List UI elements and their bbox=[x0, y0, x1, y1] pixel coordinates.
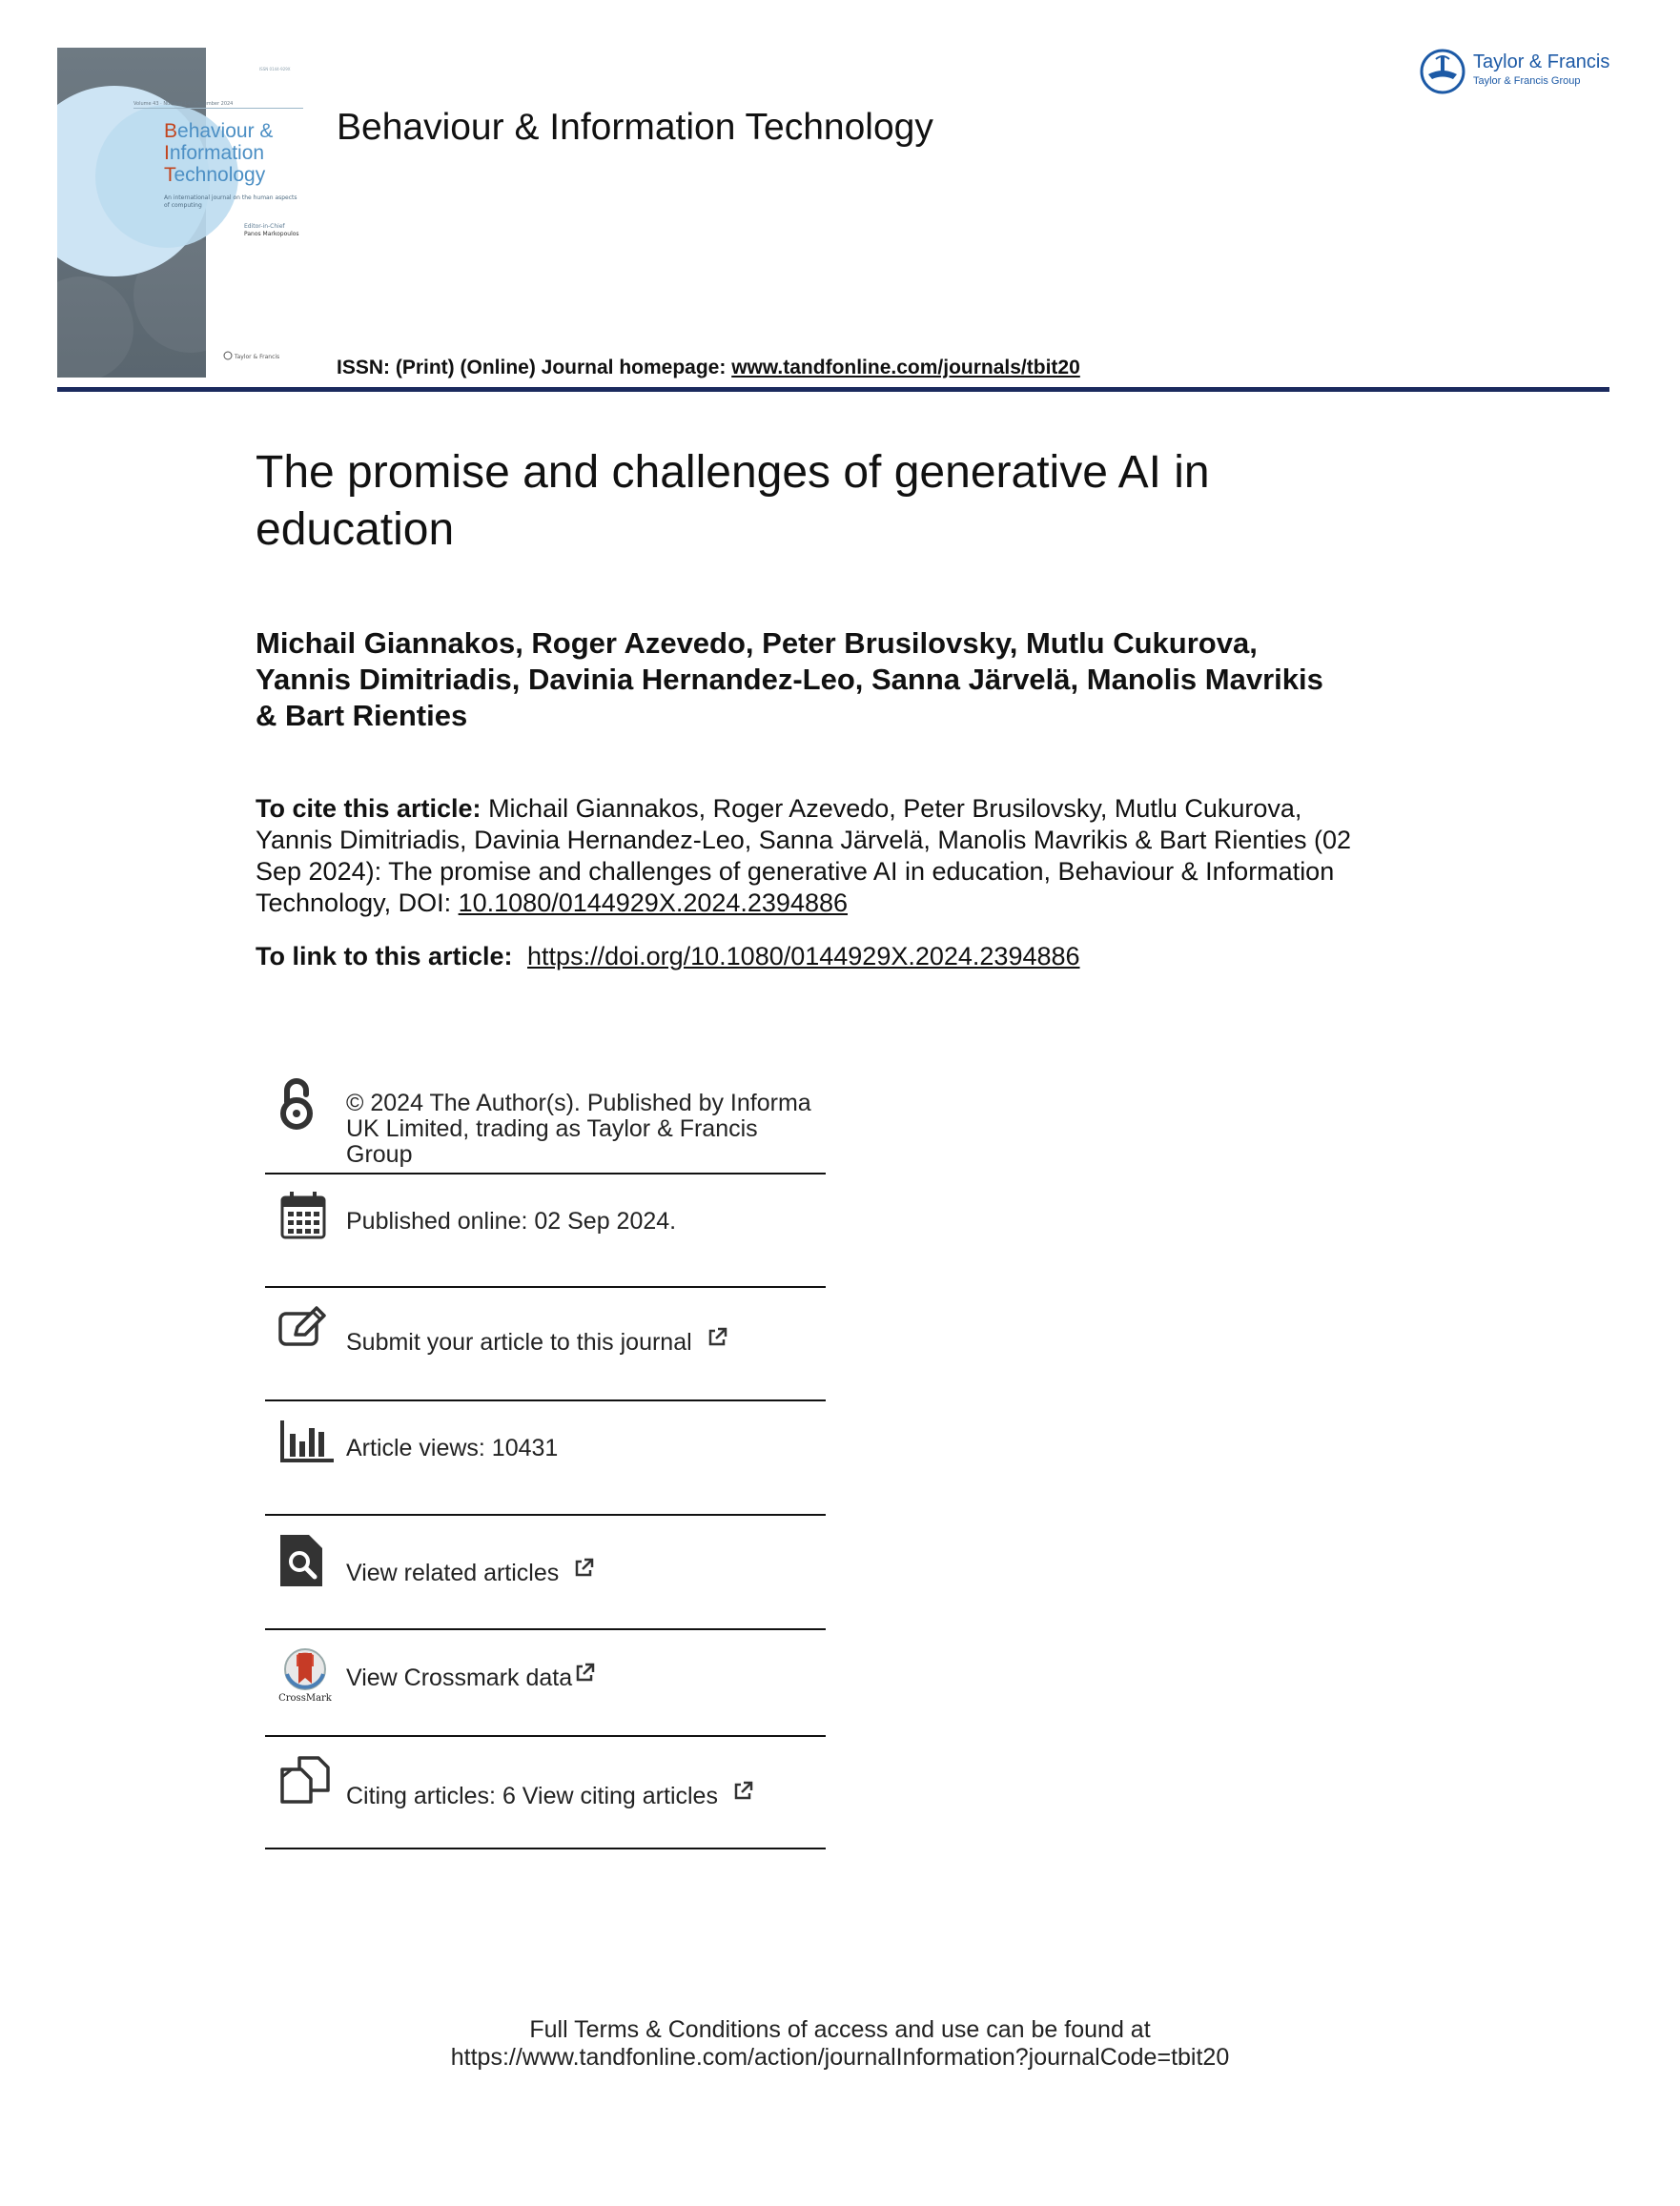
cover-editor-name: Panos Markopoulos bbox=[244, 231, 299, 237]
related-articles-link[interactable] bbox=[346, 1558, 594, 1586]
bar-chart-icon bbox=[280, 1420, 334, 1462]
publisher-group: Taylor & Francis Group bbox=[1473, 75, 1581, 87]
tf-logo-icon bbox=[1419, 48, 1466, 95]
cover-editor bbox=[244, 223, 299, 238]
header-rule bbox=[57, 387, 1609, 392]
row-separator bbox=[265, 1628, 826, 1630]
license-line: Group bbox=[346, 1141, 413, 1168]
article-title-line: education bbox=[256, 504, 455, 555]
license-text bbox=[346, 1091, 811, 1168]
row-separator bbox=[265, 1848, 826, 1849]
crossmark-label: View Crossmark data bbox=[346, 1665, 573, 1691]
row-separator bbox=[265, 1399, 826, 1401]
article-title-line: The promise and challenges of generative AI in bbox=[256, 447, 1210, 498]
row-separator bbox=[265, 1514, 826, 1516]
cover-editor-label: Editor-in-Chief bbox=[244, 223, 285, 230]
related-articles-label: View related articles bbox=[346, 1560, 560, 1586]
submit-article-link[interactable] bbox=[346, 1327, 727, 1356]
authors-line: Yannis Dimitriadis, Davinia Hernandez-Leo, Sanna Järvelä, Manolis Mavrikis bbox=[256, 663, 1323, 696]
citing-documents-icon bbox=[280, 1756, 330, 1804]
submit-article-label: Submit your article to this journal bbox=[346, 1329, 692, 1356]
crossmark-logo-text: CrossMark bbox=[278, 1693, 332, 1704]
authors-line: Michail Giannakos, Roger Azevedo, Peter Brusilovsky, Mutlu Cukurova, bbox=[256, 626, 1258, 660]
cover-title: Behaviour & Information Technology bbox=[164, 120, 274, 186]
authors-line: & Bart Rienties bbox=[256, 699, 468, 732]
external-link-icon bbox=[732, 1781, 753, 1802]
external-link-icon bbox=[574, 1663, 595, 1684]
article-link-line bbox=[256, 942, 1080, 971]
cite-text: Yannis Dimitriadis, Davinia Hernandez-Leo, Sanna Järvelä, Manolis Mavrikis & Bart Rienties (02 bbox=[256, 826, 1351, 854]
row-separator bbox=[265, 1173, 826, 1174]
cite-text: Technology, DOI: bbox=[256, 889, 459, 917]
journal-title: Behaviour & Information Technology bbox=[337, 107, 933, 148]
external-link-icon bbox=[573, 1558, 594, 1579]
crossmark-logo bbox=[278, 1647, 332, 1704]
cover-title-line: ehaviour & bbox=[177, 120, 274, 142]
article-title bbox=[256, 444, 1400, 559]
terms-footer bbox=[0, 2016, 1680, 2072]
license-line: UK Limited, trading as Taylor & Francis bbox=[346, 1115, 758, 1142]
tf-small-logo-icon bbox=[223, 351, 233, 360]
crossmark-link[interactable] bbox=[346, 1663, 595, 1691]
row-separator bbox=[265, 1286, 826, 1288]
footer-terms-url[interactable]: https://www.tandfonline.com/action/journalInformation?journalCode=tbit20 bbox=[450, 2044, 1230, 2071]
article-doi-url-link[interactable]: https://doi.org/10.1080/0144929X.2024.2394886 bbox=[527, 942, 1080, 970]
footer-line: Full Terms & Conditions of access and use can be found at bbox=[529, 2016, 1151, 2043]
citing-articles-label: Citing articles: 6 View citing articles bbox=[346, 1783, 718, 1809]
cover-publisher-name: Taylor & Francis bbox=[234, 354, 280, 360]
cover-title-line: nformation bbox=[169, 142, 265, 164]
cover-issn: ISSN 0144-929X bbox=[259, 67, 291, 71]
license-line: © 2024 The Author(s). Published by Informa bbox=[346, 1090, 811, 1116]
edit-icon bbox=[278, 1306, 328, 1348]
publisher-logo bbox=[1419, 48, 1466, 99]
cover-volume: Volume 43 · Number 14 · December 2024 bbox=[133, 101, 234, 107]
cover-divider bbox=[133, 108, 303, 109]
document-search-icon bbox=[280, 1535, 322, 1586]
citing-articles-link[interactable] bbox=[346, 1781, 753, 1809]
cite-text: Sep 2024): The promise and challenges of generative AI in education, Behaviour & Information bbox=[256, 857, 1335, 886]
doi-link[interactable]: 10.1080/0144929X.2024.2394886 bbox=[458, 889, 849, 917]
link-label: To link to this article: bbox=[256, 942, 521, 970]
cover-subtitle: An international journal on the human aspects of computing bbox=[164, 194, 297, 209]
cover-publisher bbox=[223, 351, 279, 360]
issn-text: ISSN: (Print) (Online) Journal homepage: bbox=[337, 357, 732, 378]
article-views: Article views: 10431 bbox=[346, 1435, 559, 1461]
cover-title-line: echnology bbox=[174, 164, 266, 186]
issn-homepage-line bbox=[337, 357, 1080, 379]
external-link-icon bbox=[707, 1327, 727, 1348]
cite-label: To cite this article: bbox=[256, 794, 481, 823]
citation-block bbox=[256, 793, 1447, 919]
article-authors bbox=[256, 625, 1447, 734]
calendar-icon bbox=[280, 1192, 326, 1239]
journal-homepage-link[interactable]: www.tandfonline.com/journals/tbit20 bbox=[731, 357, 1080, 378]
cite-text: Michail Giannakos, Roger Azevedo, Peter Brusilovsky, Mutlu Cukurova, bbox=[481, 794, 1302, 823]
published-date: Published online: 02 Sep 2024. bbox=[346, 1208, 677, 1235]
row-separator bbox=[265, 1735, 826, 1737]
publisher-name: Taylor & Francis bbox=[1473, 51, 1610, 72]
open-access-icon bbox=[278, 1077, 315, 1131]
journal-cover-image bbox=[57, 48, 303, 378]
crossmark-icon bbox=[283, 1647, 327, 1691]
